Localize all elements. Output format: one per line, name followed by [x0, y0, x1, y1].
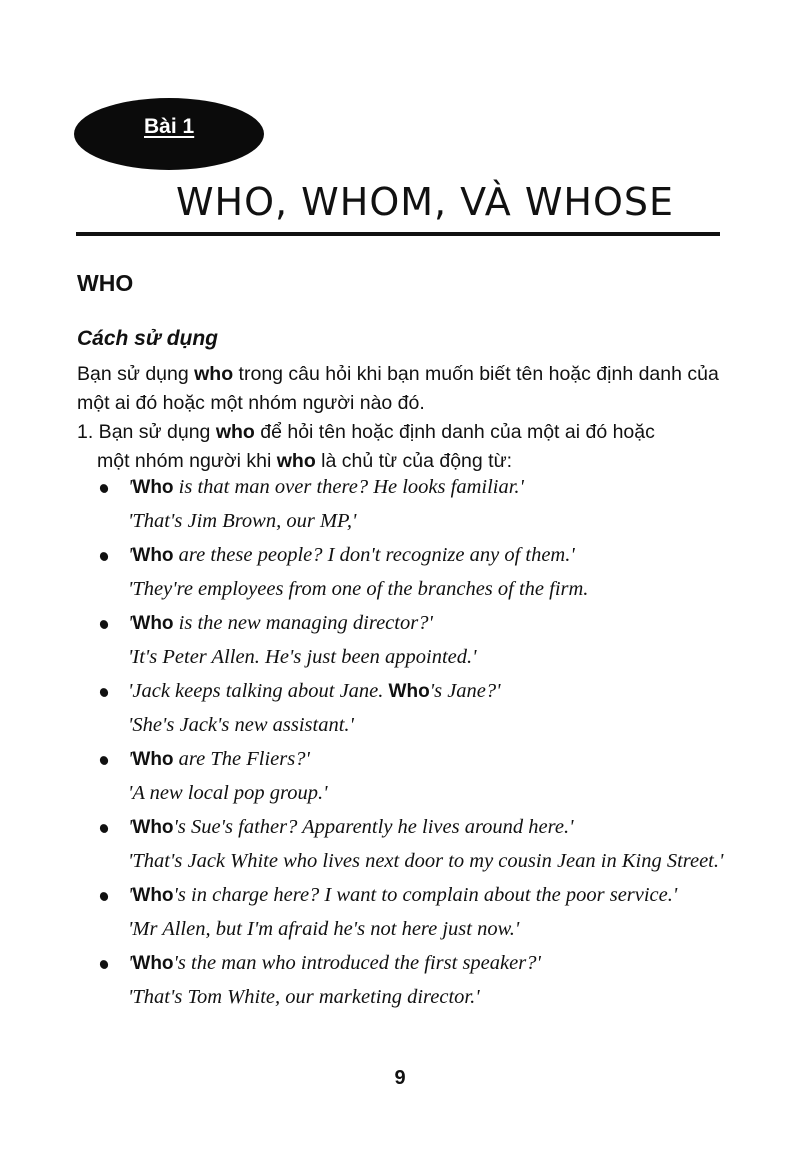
example-question: 'Who are The Fliers?' — [128, 748, 310, 770]
example-item — [100, 610, 740, 671]
example-question: 'Jack keeps talking about Jane. Who's Jane?' — [128, 680, 501, 702]
example-question: 'Who is the new managing director?' — [128, 612, 433, 634]
rule-number: 1. — [77, 421, 94, 443]
intro-text-2: trong câu hỏi khi bạn muốn biết tên hoặc định danh của một ai đó hoặc một nhóm người nào đó. — [77, 363, 719, 414]
rule-1-line-2 — [77, 447, 737, 476]
bullet-icon — [98, 823, 109, 835]
example-answer: 'They're employees from one of the branches of the firm. — [128, 578, 589, 600]
example-answer: 'That's Jack White who lives next door to my cousin Jean in King Street.' — [128, 850, 724, 872]
page-number: 9 — [394, 1067, 406, 1089]
rule-text: một nhóm người khi — [97, 450, 277, 472]
bullet-icon — [98, 959, 109, 971]
example-answer: 'That's Jim Brown, our MP,' — [128, 510, 357, 532]
bullet-icon — [98, 619, 109, 631]
example-keyword: Who — [132, 885, 174, 906]
example-item — [100, 882, 740, 943]
intro-paragraph — [77, 360, 727, 418]
example-question: 'Who are these people? I don't recognize any of them.' — [128, 544, 575, 566]
bullet-icon — [98, 891, 109, 903]
bullet-icon — [98, 551, 109, 563]
example-answer: 'She's Jack's new assistant.' — [128, 714, 354, 736]
usage-heading: Cách sử dụng — [77, 327, 219, 350]
example-item — [100, 678, 740, 739]
bullet-icon — [98, 483, 109, 495]
rule-1-line-1 — [77, 418, 737, 447]
lesson-label: Bài 1 — [144, 115, 195, 138]
rule-text: Bạn sử dụng — [93, 421, 216, 443]
example-answer: 'A new local pop group.' — [128, 782, 328, 804]
example-item — [100, 746, 740, 807]
example-keyword: Who — [132, 613, 174, 634]
example-item — [100, 474, 740, 535]
example-answer: 'That's Tom White, our marketing director.' — [128, 986, 480, 1008]
rule-keyword: who — [276, 450, 316, 472]
example-answer: 'Mr Allen, but I'm afraid he's not here just now.' — [128, 918, 520, 940]
chapter-title: WHO, WHOM, VÀ WHOSE — [175, 180, 675, 224]
example-question: 'Who's Sue's father? Apparently he lives around here.' — [128, 816, 574, 838]
rule-text: để hỏi tên hoặc định danh của một ai đó hoặc — [254, 421, 655, 443]
example-keyword: Who — [132, 749, 174, 770]
title-divider — [76, 232, 720, 236]
example-question: 'Who is that man over there? He looks familiar.' — [128, 476, 524, 498]
example-keyword: Who — [132, 477, 174, 498]
bullet-icon — [98, 755, 109, 767]
example-question: 'Who's in charge here? I want to complain about the poor service.' — [128, 884, 678, 906]
example-answer: 'It's Peter Allen. He's just been appointed.' — [128, 646, 477, 668]
example-keyword: Who — [132, 817, 174, 838]
example-item — [100, 814, 740, 875]
intro-text-1: Bạn sử dụng — [77, 363, 195, 385]
intro-keyword: who — [194, 363, 234, 385]
rule-keyword: who — [215, 421, 255, 443]
example-keyword: Who — [132, 953, 174, 974]
rule-text: là chủ từ của động từ: — [315, 450, 513, 472]
example-keyword: Who — [132, 545, 174, 566]
bullet-icon — [98, 687, 109, 699]
example-item — [100, 950, 740, 1011]
section-heading: WHO — [77, 270, 134, 296]
example-keyword: Who — [388, 681, 430, 702]
example-question: 'Who's the man who introduced the first speaker?' — [128, 952, 541, 974]
example-item — [100, 542, 740, 603]
example-list — [100, 474, 740, 1018]
rule-1 — [77, 418, 737, 476]
lesson-badge — [74, 98, 264, 170]
